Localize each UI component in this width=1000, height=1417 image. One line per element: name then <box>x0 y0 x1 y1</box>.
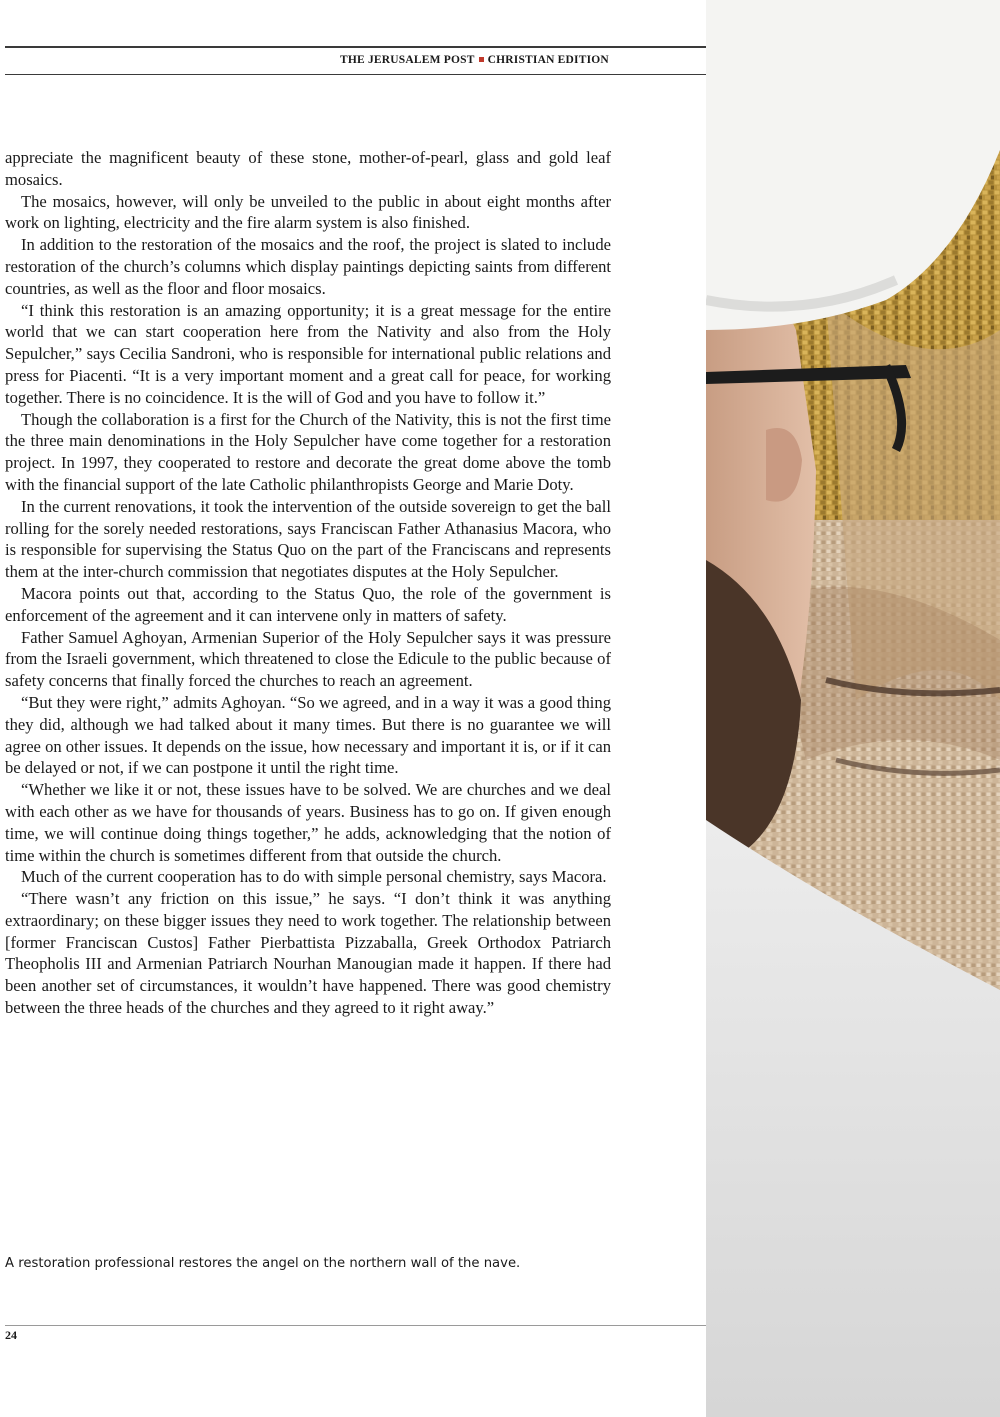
footer-rule <box>5 1325 706 1326</box>
article-paragraph: appreciate the magnificent beauty of these stone, mother-of-pearl, glass and gold leaf mosaics. <box>5 148 611 189</box>
article-paragraph: Much of the current cooperation has to do with simple personal chemistry, says Macora. <box>21 867 607 887</box>
article-paragraph: Though the collaboration is a first for the Church of the Nativity, this is not the first time the three main denominations in the Holy Sepulcher have come together for a restoration project. In 1997, they cooperated to restore and decorate the great dome above the tomb with the financial support of the late Catholic philanthropists George and Marie Doty. <box>5 409 611 494</box>
article-paragraph: In the current renovations, it took the intervention of the outside sovereign to get the ball rolling for the sorely needed restorations, says Franciscan Father Athanasius Macora, who is responsible for supervising the Status Quo on the part of the Franciscans and represents them at the inter-church commission that negotiates disputes at the Holy Sepulcher. <box>5 496 611 582</box>
header-separator-icon <box>479 57 484 62</box>
article-paragraph: The mosaics, however, will only be unveiled to the public in about eight months after work on lighting, electricity and the fire alarm system is also finished. <box>5 191 611 233</box>
article-body <box>5 147 611 1019</box>
article-paragraph: Father Samuel Aghoyan, Armenian Superior of the Holy Sepulcher says it was pressure from the Israeli government, which threatened to close the Edicule to the public because of safety concerns that finally forced the churches to reach an agreement. <box>5 627 611 691</box>
article-paragraph: In addition to the restoration of the mosaics and the roof, the project is slated to include restoration of the church’s columns which display paintings depicting saints from different countries, as well as the floor and floor mosaics. <box>5 235 611 298</box>
header-rule-top <box>5 46 706 48</box>
publication-name: THE JERUSALEM POST <box>340 54 475 66</box>
article-paragraph: “But they were right,” admits Aghoyan. “So we agreed, and in a way it was a good thing they did, although we had talked about it many times. But there is no guarantee we will agree on other issues. It depends on the issue, how necessary and important it is, or if it can be delayed or not, if we can postpone it until the right time. <box>5 692 611 778</box>
article-paragraph: “Whether we like it or not, these issues have to be solved. We are churches and we deal with each other as we have for thousands of years. Business has to go on. If given enough time, we will continue doing things together,” he adds, acknowledging that the notion of time within the church is sometimes different from that outside the church. <box>5 780 611 865</box>
article-paragraph: “I think this restoration is an amazing opportunity; it is a great message for the entire world that we can start cooperation here from the Nativity and also from the Holy Sepulcher,” says Cecilia Sandroni, who is responsible for international public relations and press for Piacenti. “It is a very important moment and a great call for peace, for working together. There is no coincidence. It is the will of God and you have to follow it.” <box>5 300 611 407</box>
edition-name: CHRISTIAN EDITION <box>487 54 609 66</box>
mosaic-photo <box>706 0 1000 1417</box>
article-paragraph: “There wasn’t any friction on this issue,” he says. “I don’t think it was anything extraordinary; on these bigger issues they need to work together. The relationship between [former Franciscan Custos] Father Pierbattista Pizzaballa, Greek Orthodox Patriarch Theopholis III and Armenian Patriarch Nourhan Manougian made it happen. If there had been another set of circumstances, it wouldn’t have happened. There was good chemistry between the three heads of the churches and they agreed to it right away.” <box>5 889 611 1018</box>
page-number: 24 <box>5 1328 17 1342</box>
header-rule-bottom <box>5 74 706 75</box>
article-paragraph: Macora points out that, according to the Status Quo, the role of the government is enforcement of the agreement and it can intervene only in matters of safety. <box>5 583 611 625</box>
running-header <box>340 54 609 66</box>
photo-caption: A restoration professional restores the angel on the northern wall of the nave. <box>5 1256 521 1271</box>
